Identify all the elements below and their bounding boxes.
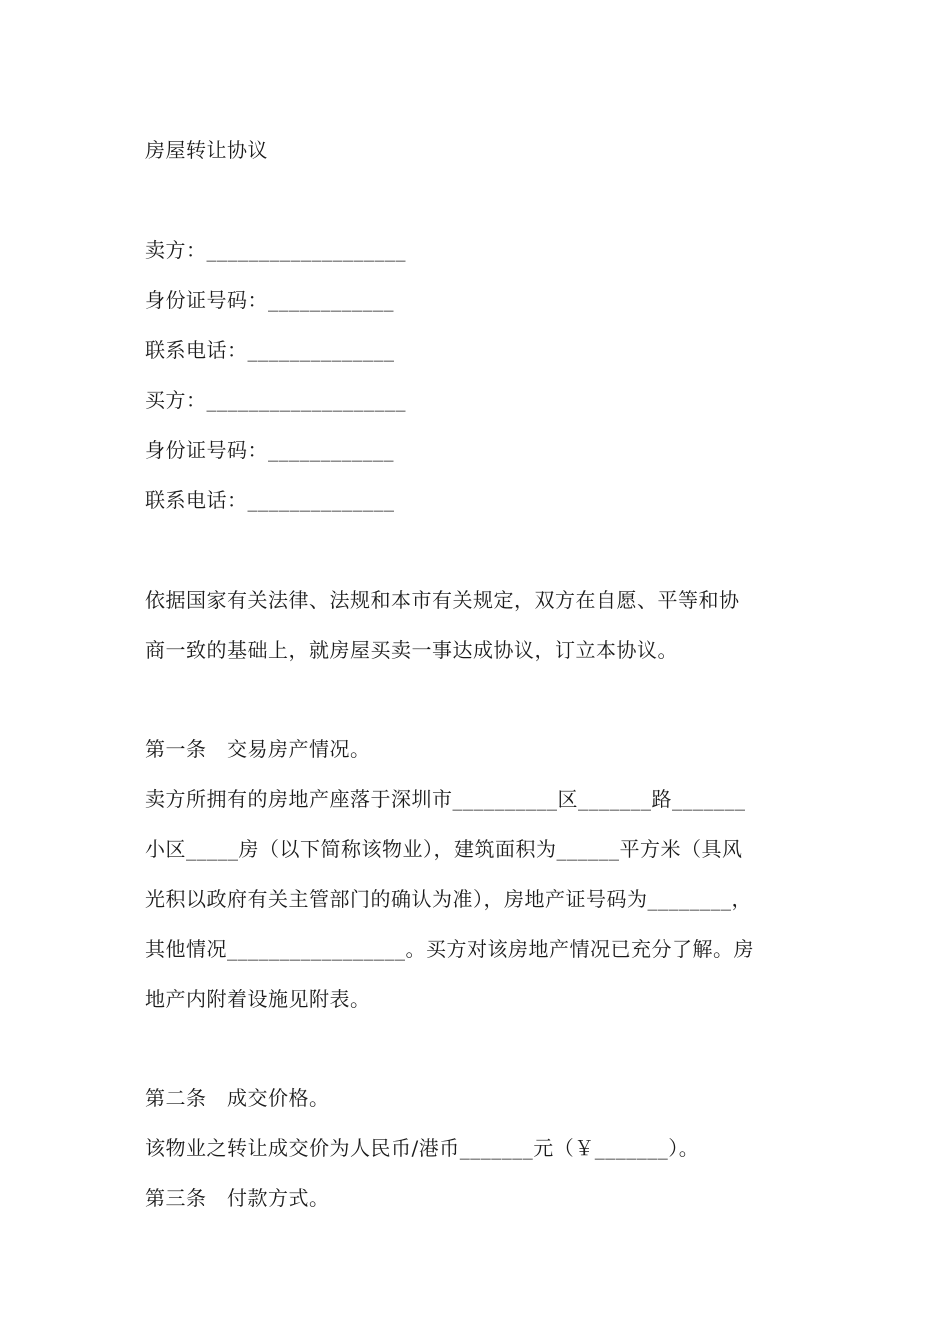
buyer-phone-field: 联系电话：______________ bbox=[145, 488, 395, 512]
article-1-heading: 第一条 交易房产情况。 bbox=[145, 737, 371, 761]
article-1-line: 卖方所拥有的房地产座落于深圳市__________区_______路_______ bbox=[145, 787, 746, 811]
preamble-line: 依据国家有关法律、法规和本市有关规定，双方在自愿、平等和协 bbox=[145, 588, 740, 612]
preamble-line: 商一致的基础上，就房屋买卖一事达成协议，订立本协议。 bbox=[145, 638, 678, 662]
seller-id-field: 身份证号码：____________ bbox=[145, 288, 394, 312]
seller-name-field: 卖方：___________________ bbox=[145, 238, 406, 262]
article-1-line: 光积以政府有关主管部门的确认为准），房地产证号码为________， bbox=[145, 887, 752, 911]
seller-phone-field: 联系电话：______________ bbox=[145, 338, 395, 362]
buyer-name-field: 买方：___________________ bbox=[145, 388, 406, 412]
article-1-line: 地产内附着设施见附表。 bbox=[145, 987, 371, 1011]
article-2-heading: 第二条 成交价格。 bbox=[145, 1086, 330, 1110]
document-title: 房屋转让协议 bbox=[145, 138, 268, 162]
article-1-line: 其他情况_________________。买方对该房地产情况已充分了解。房 bbox=[145, 937, 754, 961]
article-2-line: 该物业之转让成交价为人民币/港币_______元（￥_______）。 bbox=[145, 1136, 700, 1160]
buyer-id-field: 身份证号码：____________ bbox=[145, 438, 394, 462]
article-3-heading: 第三条 付款方式。 bbox=[145, 1186, 330, 1210]
article-1-line: 小区_____房（以下简称该物业），建筑面积为______平方米（具风 bbox=[145, 837, 743, 861]
